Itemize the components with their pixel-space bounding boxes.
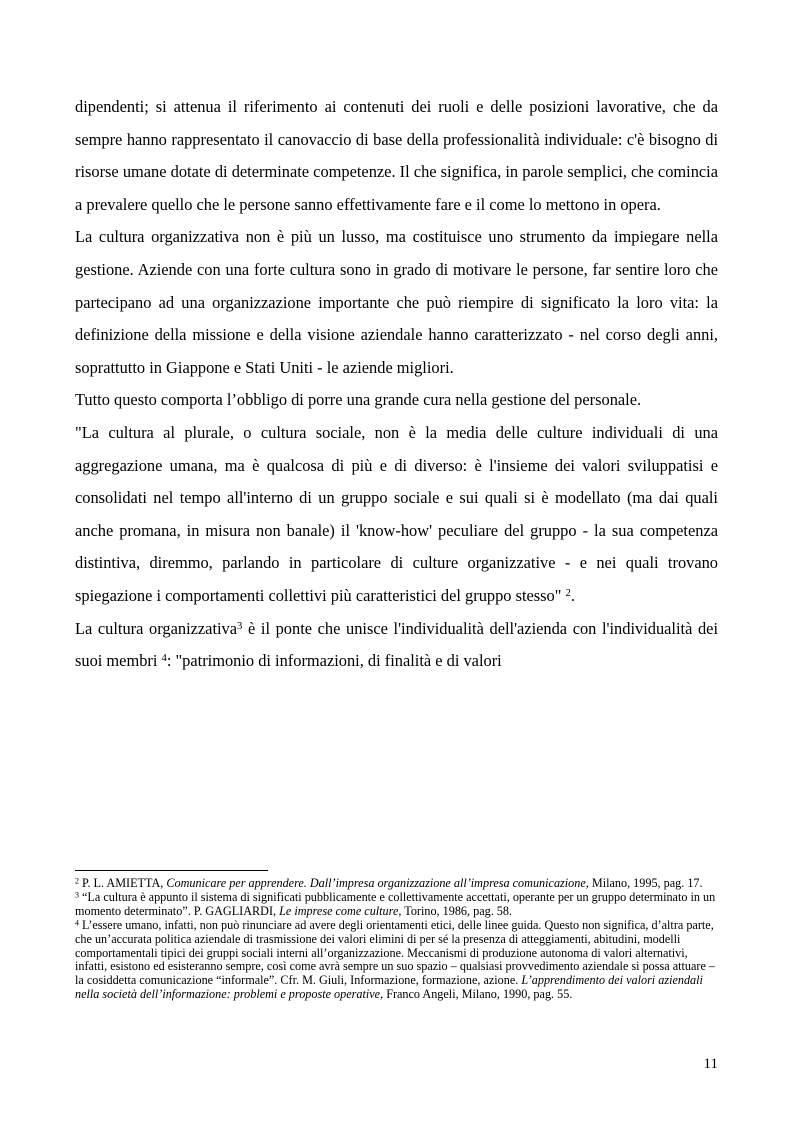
text-segment: La cultura organizzativa: [75, 618, 238, 638]
footnote-2: [75, 877, 718, 891]
footnote-3: [75, 891, 718, 919]
quote-end: .: [570, 585, 575, 605]
paragraph-quote: [75, 417, 718, 613]
body-text: [75, 91, 718, 678]
footnote-4: [75, 919, 718, 1002]
quote-text: "La cultura al plurale, o cultura sociale, non è la media delle culture individuali di una aggregazione umana, ma è qualcosa di più e di diverso: è l'insieme dei valori sviluppatisi e consolidati nel tempo all'interno di un gruppo sociale e sui quali si è modellato (ma dai quali anche promana, in misura non banale) il 'know-how' peculiare del gruppo - la sua competenza distintiva, diremmo, parlando in particolare di culture organizzative - e nei quali trovano spiegazione i comportamenti collettivi più caratteristici del gruppo stesso": [75, 422, 718, 605]
footnote-number: 4: [75, 918, 79, 928]
footnote-number: 2: [75, 876, 79, 886]
footnote-ref: 3: [237, 620, 243, 632]
text-segment: : "patrimonio di informazioni, di finalità e di valori: [166, 651, 502, 671]
page-number: 11: [703, 1056, 718, 1072]
paragraph: [75, 613, 718, 678]
footnote-text: P. L. AMIETTA,: [78, 876, 167, 890]
footnote-separator: [75, 870, 268, 871]
footnote-ref: 4: [161, 653, 167, 665]
footnote-text: , Torino, 1986, pag. 58.: [398, 903, 513, 918]
paragraph: dipendenti; si attenua il riferimento ai contenuti dei ruoli e delle posizioni lavorative, che da sempre hanno rappresentato il canovaccio di base della professionalità individuale: c'è bisogno di risorse umane dotate di determinate competenze. Il che significa, in parole semplici, che comincia a prevalere quello che le persone sanno effettivamente fare e il come lo mettono in opera.: [75, 97, 718, 214]
footnote-text: Franco Angeli, Milano, 1990, pag. 55.: [383, 987, 573, 1002]
footnote-title: Comunicare per apprendere. Dall’impresa organizzazione all’impresa comunicazione,: [166, 876, 589, 890]
paragraph: La cultura organizzativa non è più un lusso, ma costituisce uno strumento da impiegare nella gestione. Aziende con una forte cultura sono in grado di motivare le persone, far sentire loro che partecipano ad una organizzazione importante che può riempire di significato la loro vita: la definizione della missione e della visione aziendale hanno caratterizzato - nel corso degli anni, soprattutto in Giappone e Stati Uniti - le aziende migliori.: [75, 227, 718, 377]
text-segment: è il ponte che unisce l'individualità dell'azienda con l'individualità dei suoi membri: [75, 618, 719, 671]
footnotes: [75, 877, 718, 1002]
footnote-text: Milano, 1995, pag. 17.: [588, 876, 703, 890]
footnote-number: 3: [75, 890, 79, 900]
footnote-text: L’essere umano, infatti, non può rinunciare ad avere degli orientamenti etici, delle linee guida. Questo non significa, d’altra parte, che un’accurata politica aziendale di trasmissione dei valori elimini di per sé la presenza di atteggiamenti, abitudini, modelli comportamentali tipici dei gruppi sociali interni all’organizzazione. Meccanismi di produzione autonoma di valori alternativi, infatti, esistono ed esisteranno sempre, così come avrà sempre un suo spazio – qualsiasi provvedimento aziendale si possa attuare – la cosiddetta comunicazione “informale”. Cfr. M. Giuli, Informazione, formazione, azione.: [75, 917, 715, 988]
footnote-text: “La cultura è appunto il sistema di significati pubblicamente e collettivamente accettati, operante per un gruppo determinato in un momento determinato”. P. GAGLIARDI,: [75, 889, 716, 918]
paragraph: Tutto questo comporta l’obbligo di porre una grande cura nella gestione del personale.: [75, 390, 642, 410]
footnote-ref: 2: [565, 588, 571, 600]
footnote-title: L’apprendimento dei valori aziendali nella società dell’informazione: problemi e proposte operative,: [75, 973, 703, 1002]
footnote-title: Le imprese come culture: [279, 903, 399, 918]
